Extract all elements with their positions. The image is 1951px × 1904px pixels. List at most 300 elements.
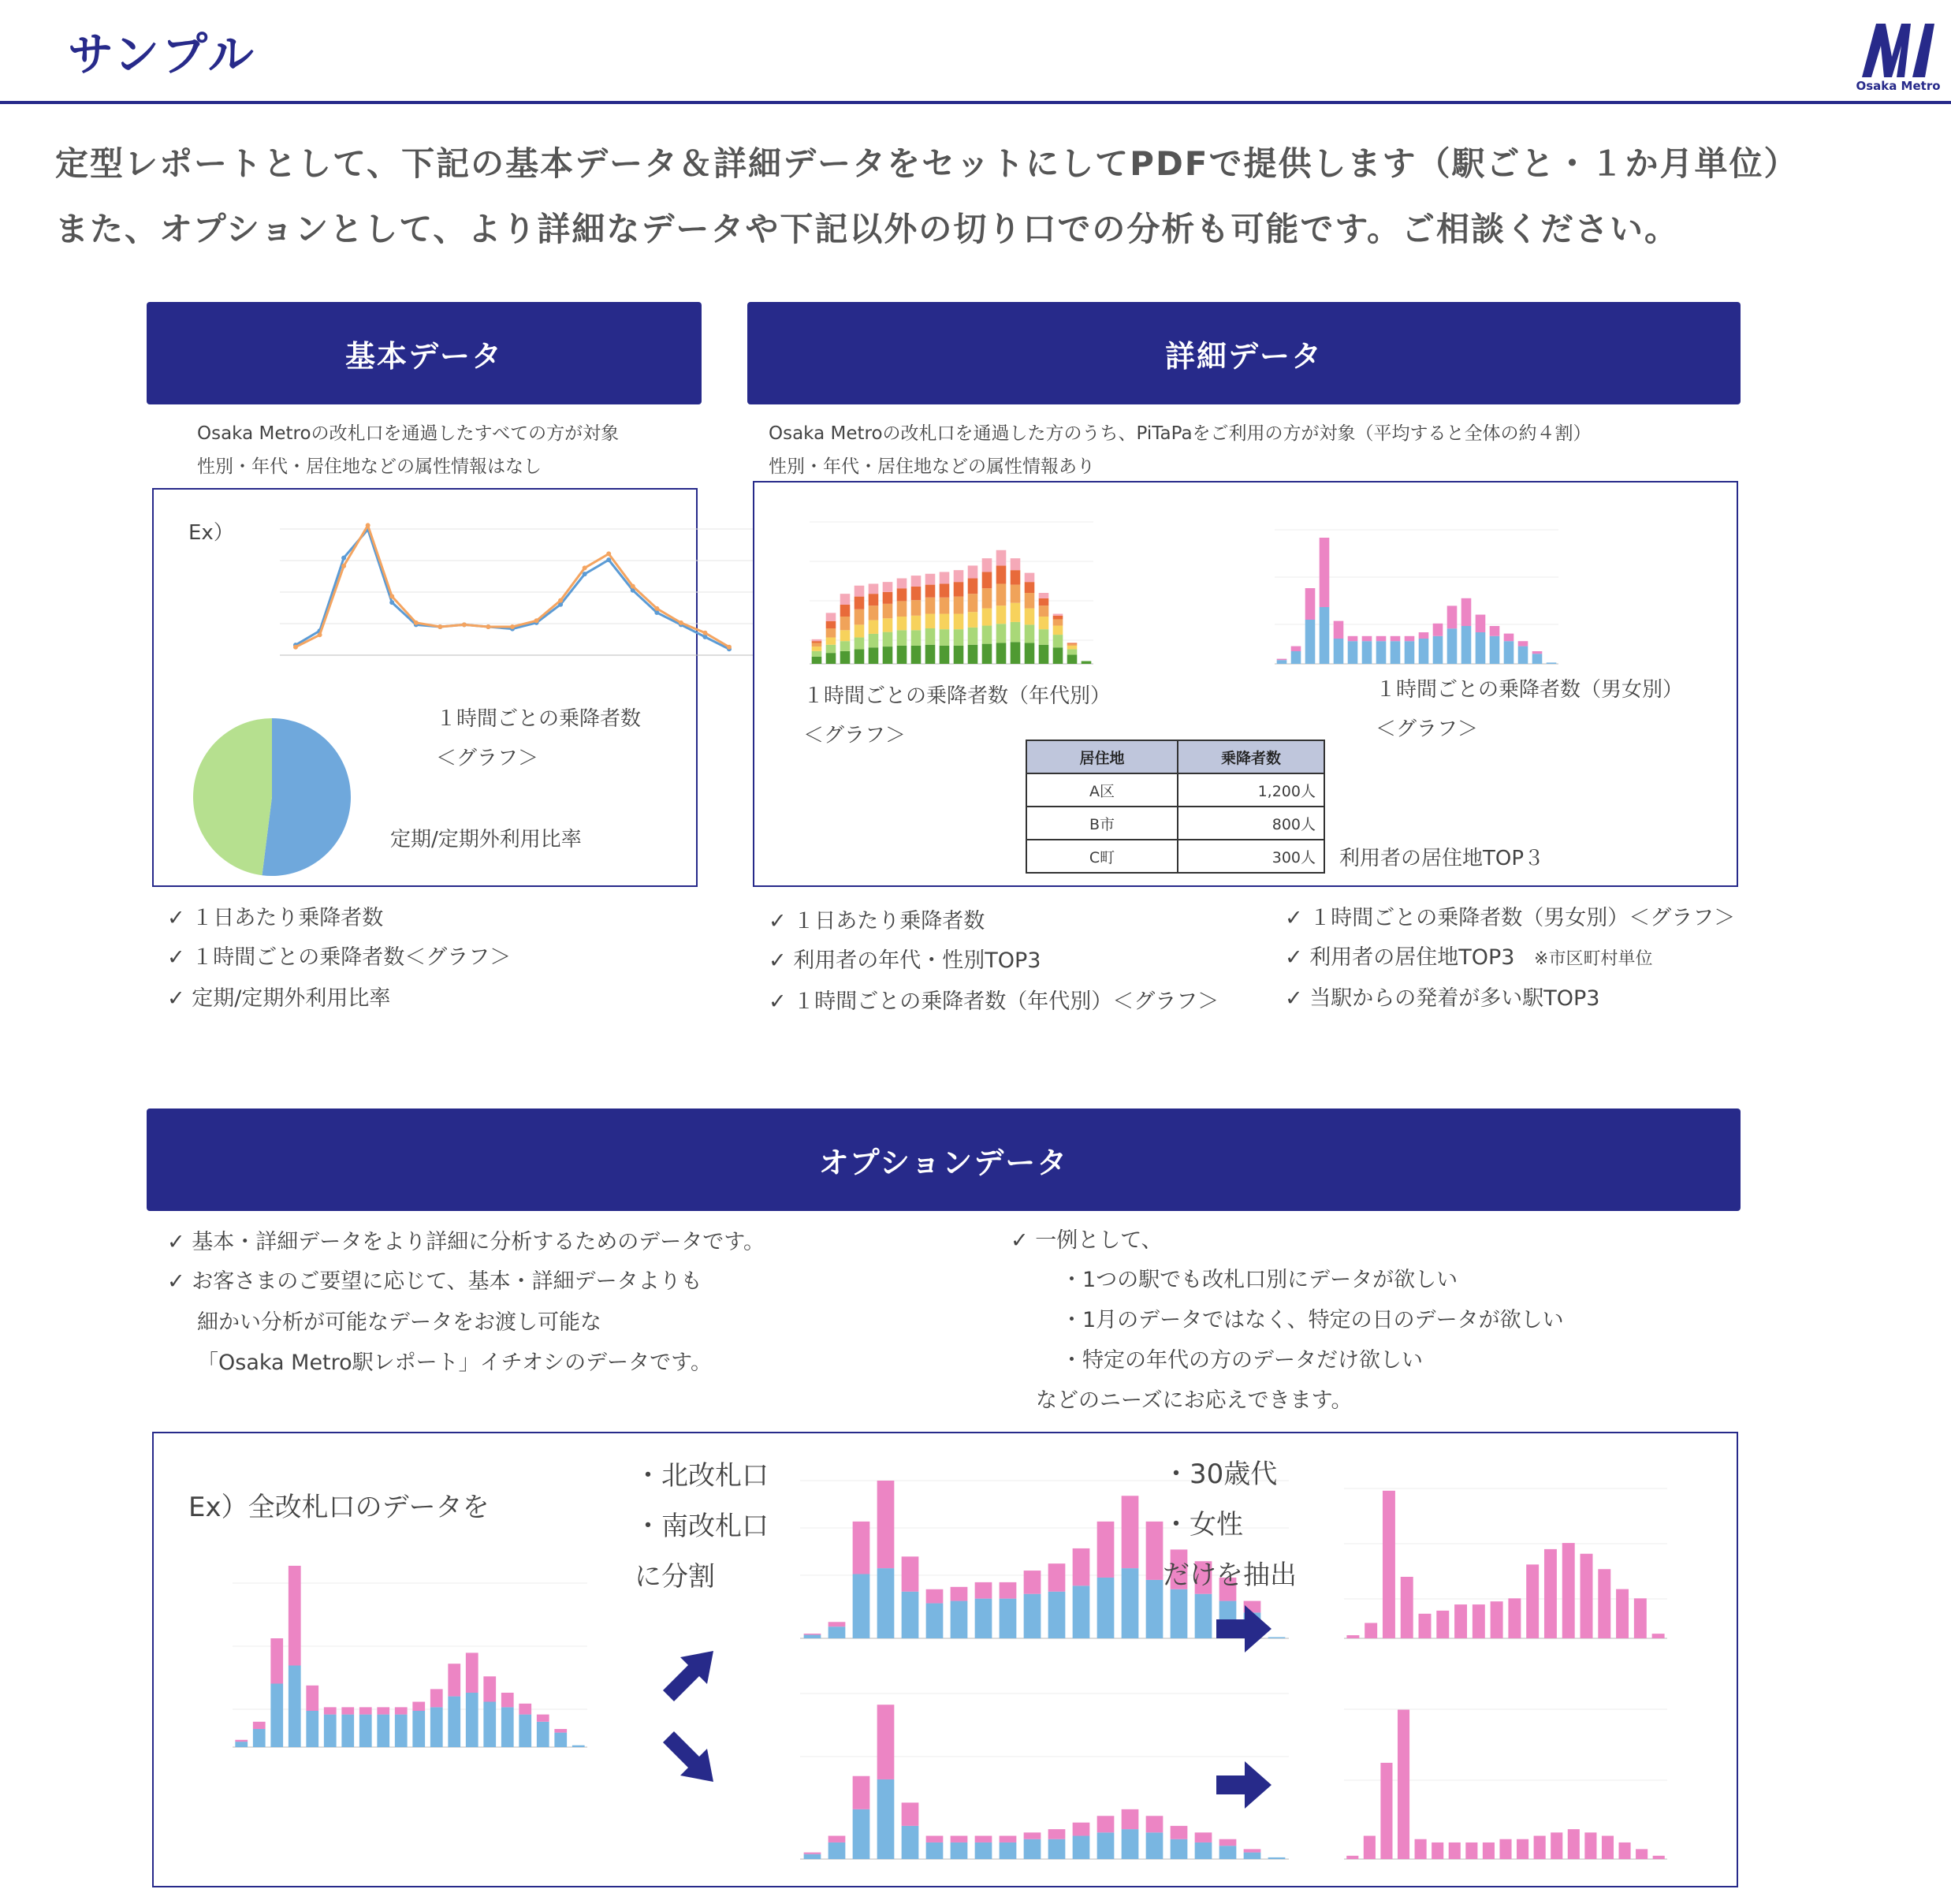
bar: [1048, 1563, 1066, 1592]
bar: [1473, 1604, 1485, 1638]
bar: [1053, 626, 1063, 635]
detail-note-2: 性別・年代・居住地などの属性情報あり: [769, 456, 1095, 477]
bar: [840, 641, 851, 651]
basic-pie-label: 定期/定期外利用比率: [390, 828, 582, 851]
bar: [911, 616, 922, 630]
page-title: サンプル: [68, 28, 256, 81]
bar: [869, 594, 879, 605]
bar: [1415, 1839, 1427, 1859]
bar: [1082, 661, 1092, 664]
line-point: [583, 565, 587, 570]
bar: [1122, 1829, 1139, 1859]
bar: [1401, 1577, 1413, 1638]
bar: [883, 582, 893, 592]
bar: [466, 1652, 478, 1693]
option-left-3: 細かい分析が可能なデータをお渡し可能な: [197, 1310, 601, 1335]
bar: [1598, 1569, 1610, 1638]
bar: [911, 630, 922, 646]
bar: [925, 645, 936, 664]
line-point: [727, 645, 732, 650]
bar: [951, 1601, 968, 1638]
bar: [975, 1843, 992, 1859]
bar: [826, 628, 836, 638]
bar: [877, 1705, 895, 1779]
bar: [812, 639, 822, 641]
bar: [1067, 644, 1078, 646]
bar: [1097, 1578, 1115, 1638]
residence-table: [1026, 740, 1325, 874]
bar: [359, 1715, 372, 1747]
bar: [982, 588, 992, 608]
bar: [1490, 636, 1500, 664]
bar: [1532, 651, 1543, 654]
bar: [996, 605, 1007, 624]
detail-check-left-2: ✓ 利用者の年代・性別TOP3: [769, 948, 1041, 973]
detail-check-right-1: ✓ １時間ごとの乗降者数（男女別）＜グラフ＞: [1285, 906, 1736, 930]
bar: [1000, 1836, 1017, 1843]
bar: [954, 629, 964, 646]
bar: [306, 1711, 318, 1747]
bar: [554, 1729, 567, 1733]
bar: [1011, 642, 1021, 664]
option-left-1: ✓ 基本・詳細データをより詳細に分析するためのデータです。: [167, 1230, 765, 1254]
pie-chart: [185, 710, 374, 884]
bar: [982, 558, 992, 572]
bar: [897, 617, 907, 630]
line-point: [389, 594, 394, 598]
bar: [554, 1733, 567, 1747]
line-point: [389, 600, 394, 605]
bar: [448, 1697, 460, 1747]
bar: [812, 651, 822, 657]
bar: [537, 1722, 549, 1747]
bar: [1073, 1836, 1090, 1859]
bar: [954, 570, 964, 582]
header-rule: [0, 101, 1951, 104]
bar: [1391, 636, 1401, 641]
line-point: [534, 618, 539, 623]
split-south: ・南改札口: [635, 1511, 769, 1542]
bar: [982, 609, 992, 626]
line-point: [606, 557, 611, 562]
basic-line-label: １時間ごとの乗降者数: [436, 707, 642, 731]
detail-data-header: 詳細データ: [747, 302, 1741, 404]
bar: [1053, 619, 1063, 625]
bar: [1011, 622, 1021, 642]
bar: [483, 1676, 496, 1701]
arrow-right-icon: [1212, 1597, 1275, 1660]
bar: [869, 634, 879, 647]
bar: [897, 579, 907, 589]
bar: [1518, 641, 1528, 646]
bar: [1405, 641, 1415, 664]
bar: [968, 645, 978, 664]
bar: [1048, 1592, 1066, 1638]
split-north: ・北改札口: [635, 1460, 769, 1492]
bar: [1025, 582, 1035, 593]
bar: [1447, 605, 1458, 628]
bar: [840, 605, 851, 617]
bar: [1000, 1582, 1017, 1599]
bar: [1025, 593, 1035, 609]
all-gates-bar-chart: [217, 1536, 595, 1772]
bar: [911, 646, 922, 664]
bar: [883, 632, 893, 646]
bar: [925, 574, 936, 585]
line-point: [486, 624, 490, 629]
basic-example-box: [152, 488, 698, 887]
bar: [1195, 1594, 1212, 1638]
bar: [926, 1589, 944, 1604]
detail-gender-label: １時間ごとの乗降者数（男女別）: [1376, 678, 1684, 702]
bar: [951, 1843, 968, 1859]
option-example-box: [152, 1432, 1738, 1887]
bar: [1432, 1843, 1443, 1859]
bar: [412, 1702, 425, 1712]
bar: [926, 1604, 944, 1638]
bar: [877, 1568, 895, 1638]
bar: [975, 1836, 992, 1843]
bar: [1305, 588, 1316, 620]
line-point: [341, 556, 346, 561]
bar: [1146, 1522, 1164, 1580]
bar: [968, 579, 978, 594]
basic-data-header: 基本データ: [147, 302, 702, 404]
residence-table-caption: 利用者の居住地TOP３: [1339, 847, 1545, 870]
bar: [1053, 614, 1063, 616]
bar: [324, 1715, 337, 1747]
detail-gender-graph-label: ＜グラフ＞: [1376, 717, 1479, 741]
bar: [1219, 1846, 1237, 1859]
table-row: A区 1,200人: [1026, 773, 1324, 807]
bar: [897, 646, 907, 664]
bar: [869, 605, 879, 620]
bar: [826, 653, 836, 664]
bar: [826, 638, 836, 645]
bar: [828, 1836, 846, 1843]
bar: [1348, 636, 1358, 641]
bar: [1025, 624, 1035, 643]
bar: [1419, 639, 1429, 664]
bar: [1244, 1849, 1261, 1852]
option-right-item-2: ・1月のデータではなく、特定の日のデータが欲しい: [1061, 1308, 1564, 1332]
bar: [1039, 605, 1049, 617]
bar: [289, 1566, 301, 1666]
bar: [812, 641, 822, 643]
bar: [430, 1707, 443, 1747]
bar: [996, 624, 1007, 643]
bar: [940, 629, 950, 646]
bar: [982, 644, 992, 664]
bar: [1526, 1564, 1539, 1638]
bar: [925, 585, 936, 598]
bar: [1039, 598, 1049, 605]
bar: [1122, 1809, 1139, 1829]
bar: [897, 630, 907, 646]
bar: [1024, 1594, 1041, 1638]
bar: [1067, 646, 1078, 650]
bar: [253, 1729, 266, 1747]
detail-example-box: [753, 481, 1738, 887]
bar: [341, 1707, 354, 1714]
bar: [1334, 639, 1344, 664]
pie-slice: [262, 718, 351, 876]
bar: [1039, 645, 1049, 664]
bar: [1024, 1832, 1041, 1839]
bar: [412, 1711, 425, 1747]
bar: [1419, 632, 1429, 639]
bar: [1465, 1843, 1477, 1859]
line-point: [606, 551, 611, 556]
bar: [1097, 1832, 1115, 1859]
bar: [1011, 585, 1021, 603]
bar: [854, 597, 865, 609]
bar: [828, 1622, 846, 1626]
bar: [253, 1722, 266, 1729]
bar: [954, 646, 964, 664]
bar: [853, 1809, 870, 1859]
intro-line-2: また、オプションとして、より詳細なデータや下記以外の切り口での分析も可能です。ご相談ください。: [55, 210, 1680, 248]
bar: [951, 1836, 968, 1843]
bar: [1146, 1580, 1164, 1638]
bar: [968, 594, 978, 612]
bar: [1652, 1634, 1665, 1638]
bar: [996, 583, 1007, 605]
line-point: [293, 645, 298, 650]
bar: [377, 1707, 389, 1714]
bar: [1171, 1826, 1188, 1839]
bar: [1376, 636, 1387, 641]
bar: [501, 1693, 514, 1707]
bar: [897, 588, 907, 601]
bar: [925, 598, 936, 614]
bar: [1244, 1853, 1261, 1859]
bar: [519, 1715, 531, 1747]
bar: [1000, 1843, 1017, 1859]
bar: [826, 645, 836, 653]
bar: [1491, 1601, 1503, 1638]
bar: [902, 1802, 919, 1825]
detail-check-right-3: ✓ 当駅からの発着が多い駅TOP3: [1285, 986, 1600, 1011]
bar: [1024, 1839, 1041, 1859]
line-point: [558, 598, 563, 603]
bar: [1025, 643, 1035, 664]
bar: [804, 1854, 821, 1859]
bar: [395, 1715, 408, 1747]
bar: [883, 646, 893, 664]
option-right-head: ✓ 一例として、: [1011, 1228, 1163, 1253]
option-right-tail: などのニーズにお応えできます。: [1036, 1388, 1353, 1413]
bar: [940, 646, 950, 664]
extract-age: ・30歳代: [1163, 1459, 1278, 1490]
table-row: C町 300人: [1026, 840, 1324, 873]
bar: [951, 1587, 968, 1601]
bar: [853, 1776, 870, 1809]
bar: [940, 583, 950, 597]
line-point: [318, 632, 322, 637]
bar: [1000, 1599, 1017, 1638]
basic-note-1: Osaka Metroの改札口を通過したすべての方が対象: [197, 423, 620, 444]
table-header: 居住地: [1026, 740, 1178, 773]
bar: [883, 618, 893, 632]
north-female-30s-bar-chart: [1328, 1441, 1691, 1654]
bar: [466, 1693, 478, 1747]
bar: [1405, 636, 1415, 641]
bar: [1562, 1543, 1575, 1638]
bar: [1073, 1585, 1090, 1638]
bar: [1025, 609, 1035, 625]
bar: [883, 592, 893, 604]
bar: [812, 643, 822, 646]
bar: [1602, 1836, 1614, 1859]
bar: [877, 1481, 895, 1568]
extract-gender: ・女性: [1163, 1509, 1243, 1541]
line-point: [462, 622, 467, 627]
detail-check-left-3: ✓ １時間ごとの乗降者数（年代別）＜グラフ＞: [769, 989, 1219, 1014]
bar: [1483, 1843, 1495, 1859]
bar: [1534, 1836, 1546, 1859]
bar: [840, 630, 851, 641]
line-point: [631, 584, 635, 589]
bar: [519, 1704, 531, 1715]
brand-name: Osaka Metro: [1856, 79, 1941, 93]
hourly-line-chart: [256, 497, 761, 702]
bar: [854, 638, 865, 650]
intro-line-1: 定型レポートとして、下記の基本データ＆詳細データをセットにしてPDFで提供します（駅ごと・１か月単位）: [55, 144, 1799, 183]
detail-check-left-1: ✓ １日あたり乗降者数: [769, 909, 985, 933]
line-point: [366, 523, 370, 527]
bar: [1039, 617, 1049, 629]
bar: [1277, 659, 1287, 661]
bar: [826, 613, 836, 620]
bar: [1011, 570, 1021, 584]
bar: [804, 1853, 821, 1854]
bar: [1419, 1614, 1432, 1638]
detail-note-1: Osaka Metroの改札口を通過した方のうち、PiTaPaをご利用の方が対象（平均すると全体の約４割）: [769, 423, 1592, 444]
bar: [926, 1836, 944, 1843]
arrow-up-right-icon: [657, 1645, 720, 1708]
bar: [828, 1843, 846, 1859]
bar: [1544, 1549, 1557, 1638]
bar: [1067, 650, 1078, 655]
table-row: B市 800人: [1026, 807, 1324, 840]
bar: [1518, 646, 1528, 664]
bar: [1277, 660, 1287, 664]
bar: [1532, 654, 1543, 664]
bar: [1053, 616, 1063, 620]
bar: [324, 1707, 337, 1714]
bar: [1146, 1832, 1164, 1859]
bar: [1380, 1763, 1392, 1859]
bar: [869, 583, 879, 594]
bar: [1073, 1548, 1090, 1585]
basic-check-1: ✓ １日あたり乗降者数: [167, 906, 384, 930]
bar: [1048, 1829, 1066, 1839]
basic-ex-label: Ex）: [188, 521, 234, 545]
bar: [501, 1707, 514, 1747]
bar: [1122, 1496, 1139, 1568]
bar: [270, 1638, 283, 1684]
detail-age-graph-label: ＜グラフ＞: [803, 724, 907, 747]
bar: [1398, 1710, 1409, 1859]
bar: [1362, 636, 1372, 641]
bar: [1097, 1522, 1115, 1578]
option-right-item-1: ・1つの駅でも改札口別にデータが欲しい: [1061, 1268, 1458, 1292]
bar: [1636, 1849, 1648, 1859]
bar: [377, 1715, 389, 1747]
bar: [1122, 1568, 1139, 1638]
bar: [1011, 603, 1021, 622]
line-point: [437, 624, 442, 629]
bar: [1568, 1829, 1580, 1859]
bar: [954, 582, 964, 596]
bar: [940, 572, 950, 583]
bar: [1436, 1611, 1449, 1638]
bar: [1320, 538, 1330, 607]
bar: [1433, 624, 1443, 636]
bar: [235, 1742, 248, 1747]
bar: [1476, 615, 1486, 632]
bar: [448, 1664, 460, 1696]
bar: [1362, 641, 1372, 664]
bar: [1053, 647, 1063, 664]
bar: [1097, 1816, 1115, 1832]
bar: [1364, 1836, 1376, 1859]
bar: [902, 1826, 919, 1859]
bar: [1268, 1857, 1286, 1859]
gender-bar-chart-detail: [1267, 498, 1566, 672]
bar: [1348, 641, 1358, 664]
bar: [1346, 1635, 1359, 1638]
bar: [1584, 1832, 1596, 1859]
bar: [1025, 573, 1035, 583]
bar: [537, 1715, 549, 1722]
line-point: [679, 620, 683, 625]
bar: [289, 1666, 301, 1748]
bar: [1346, 1856, 1358, 1859]
bar: [270, 1684, 283, 1748]
bar: [982, 572, 992, 588]
bar: [1449, 1843, 1461, 1859]
option-ex-label: Ex）全改札口のデータを: [188, 1492, 490, 1523]
bar: [1499, 1839, 1511, 1859]
bar: [1619, 1843, 1631, 1859]
bar: [854, 650, 865, 664]
bar: [1320, 607, 1330, 664]
bar: [483, 1702, 496, 1748]
bar: [1447, 628, 1458, 664]
line-point: [510, 624, 515, 629]
bar: [877, 1779, 895, 1859]
bar: [1376, 641, 1387, 664]
bar: [1305, 620, 1316, 664]
bar: [902, 1592, 919, 1638]
option-right-item-3: ・特定の年代の方のデータだけ欲しい: [1061, 1348, 1423, 1373]
bar: [1053, 635, 1063, 647]
pie-slice: [193, 718, 272, 875]
bar: [1551, 1832, 1562, 1859]
bar: [854, 609, 865, 625]
bar: [235, 1740, 248, 1742]
bar: [1517, 1839, 1528, 1859]
bar: [1146, 1816, 1164, 1832]
bar: [1383, 1491, 1395, 1638]
bar: [1171, 1589, 1188, 1638]
bar: [341, 1715, 354, 1747]
bar: [925, 628, 936, 645]
bar: [925, 614, 936, 628]
south-female-30s-bar-chart: [1328, 1662, 1691, 1875]
